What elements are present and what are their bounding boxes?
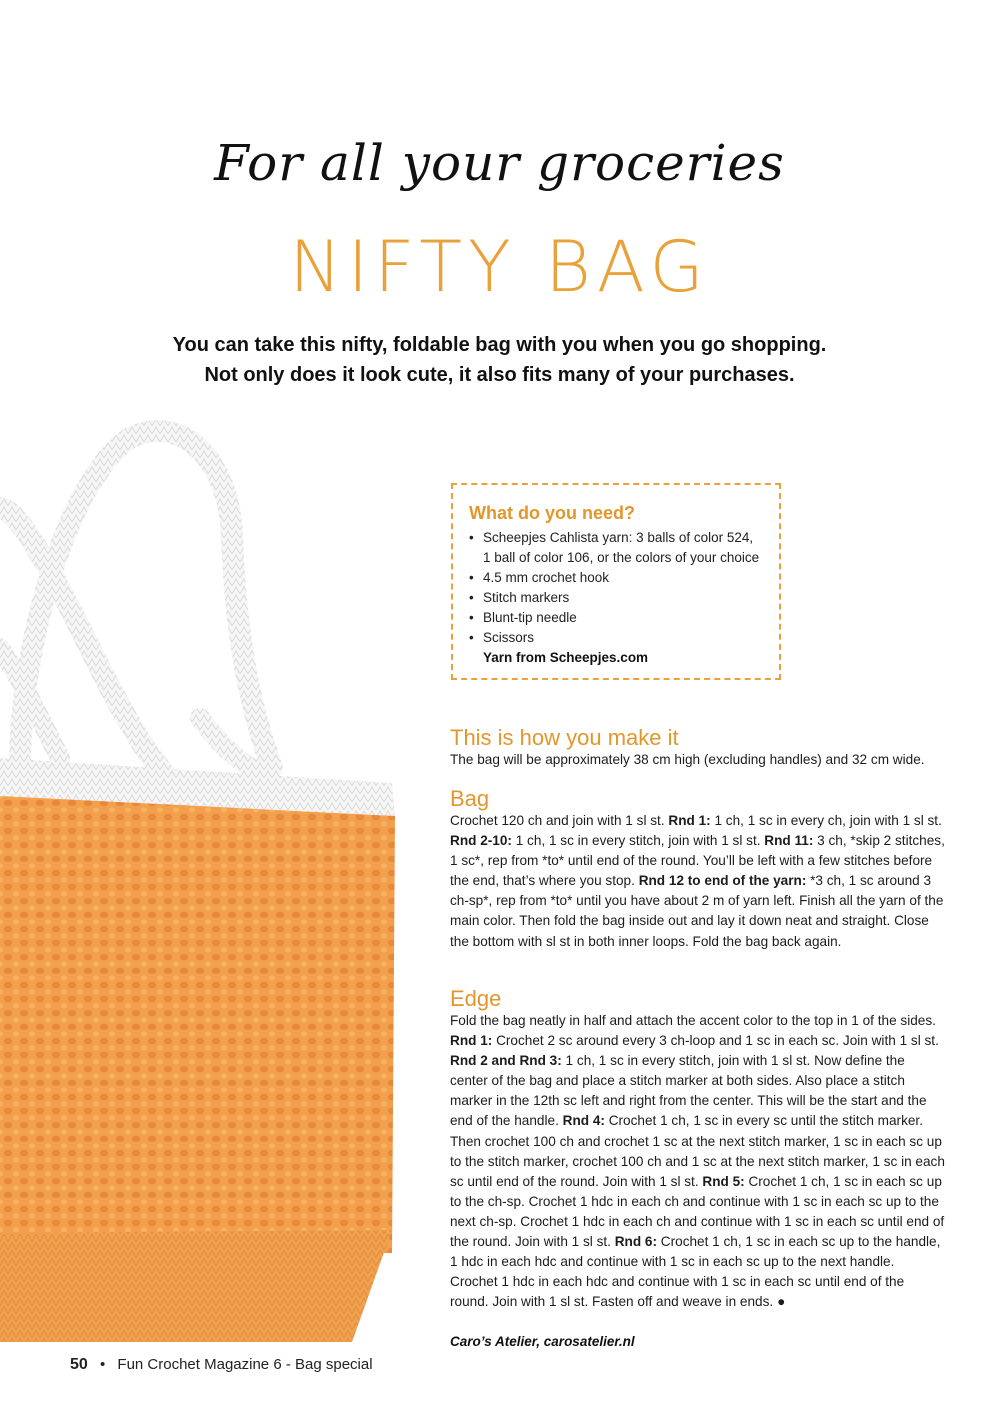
materials-item: • Scheepjes Cahlista yarn: 3 balls of color 524, [469,528,763,548]
round-label: Rnd 5: [702,1173,745,1189]
bag-instructions [450,811,945,952]
materials-item: 1 ball of color 106, or the colors of your choice [483,550,760,565]
bag-body [0,796,395,1258]
instruction-text: 1 ch, 1 sc in every stitch, join with 1 sl st. [511,833,765,849]
instruction-text: Crochet 120 ch and join with 1 sl st. [450,813,669,828]
how-text: The bag will be approximately 38 cm high (excluding handles) and 32 cm wide. [450,752,925,767]
yarn-source: Yarn from Scheepjes.com [483,650,649,665]
bag-photo [0,418,420,1342]
round-label: Rnd 2-10: [450,833,512,849]
round-label: Rnd 6: [614,1234,658,1250]
end-mark-icon: ● [777,1294,786,1310]
materials-item: • Stitch markers [469,588,763,608]
materials-title: What do you need? [469,503,635,523]
instruction-text: 3 ch, *skip 2 stitches, 1 sc*, rep from *to* until end of the round. You’ll be left with a few stitches before the end, that’s where you stop. [450,833,945,889]
footer-separator: • [99,1356,106,1373]
round-label: Rnd 4: [562,1113,605,1129]
intro-text [0,330,999,390]
edge-heading: Edge [450,986,502,1011]
designer-credit: Caro’s Atelier, carosatelier.nl [450,1334,635,1349]
instruction-text: Crochet 1 ch, 1 sc in each sc up to the handle, 1 hdc in each hdc and continue with 1 sc in each sc up to the next handle. Crochet 1 hdc in each hdc and continue with 1 sc in each sc until end of the round. Join with 1 sl st. Fasten off and weave in ends. [450,1234,941,1310]
instruction-text: Crochet 1 ch, 1 sc in every sc until the stitch marker. Then crochet 100 ch and crochet 1 sc at the next stitch marker, 1 sc in each sc up to the stitch marker, crochet 100 ch and 1 sc at the next stitch marker, 1 sc in each sc until end of the round. Join with 1 sl st. [450,1113,945,1189]
materials-item: • 4.5 mm crochet hook [469,568,763,588]
round-label: Rnd 12 to end of the yarn: [638,873,807,889]
bag-section [450,787,945,952]
bag-bottom-band [0,1230,392,1342]
round-label: Rnd 1: [668,813,711,828]
instruction-text: Crochet 1 ch, 1 sc in each sc up to the ch-sp. Crochet 1 hdc in each ch and continue with 1 sc in each sc up to the next ch-sp. Crochet 1 hdc in each ch and continue with 1 sc in each sc until end of the round. Join with 1 sl st. [450,1173,945,1250]
script-title: For all your groceries [214,134,785,192]
page-number: 50 [70,1356,88,1373]
instruction-text: 1 ch, 1 sc in every ch, join with 1 sl st. [710,813,942,828]
instruction-text: Fold the bag neatly in half and attach the accent color to the top in 1 of the sides. [450,1013,936,1028]
bag-heading: Bag [450,786,490,811]
materials-item: • Scissors [469,628,763,648]
intro-line-1: You can take this nifty, foldable bag with you when you go shopping. [172,334,827,356]
how-heading: This is how you make it [450,725,679,750]
intro-line-2: Not only does it look cute, it also fits many of your purchases. [204,364,795,386]
edge-instructions [450,1011,945,1312]
materials-list [469,528,763,648]
round-label: Rnd 2 and Rnd 3: [450,1053,562,1069]
edge-section [450,987,945,1312]
round-label: Rnd 11: [764,833,814,849]
instruction-text: Crochet 2 sc around every 3 ch-loop and 1 sc in each sc. Join with 1 sl st. [492,1033,939,1049]
round-label: Rnd 1: [450,1033,493,1049]
instruction-text: 1 ch, 1 sc in every stitch, join with 1 sl st. Now define the center of the bag and place a stitch marker at both sides. Also place a stitch marker in the 12th sc left and right from the center. This will be the start and the end of the handle. [450,1053,927,1129]
page-title: NIFTY BAG [289,226,710,308]
how-section [450,726,945,770]
magazine-name: Fun Crochet Magazine 6 - Bag special [117,1356,373,1373]
page-footer [70,1356,373,1374]
instruction-text: *3 ch, 1 sc around 3 ch-sp*, rep from *to* until you have about 2 m of yarn left. Finish all the yarn of the main color. Then fold the bag inside out and lay it down neat and straight. Close the bottom with sl st in both inner loops. Fold the bag back again. [450,873,944,949]
materials-box [451,483,781,680]
materials-item: • Blunt-tip needle [469,608,763,628]
